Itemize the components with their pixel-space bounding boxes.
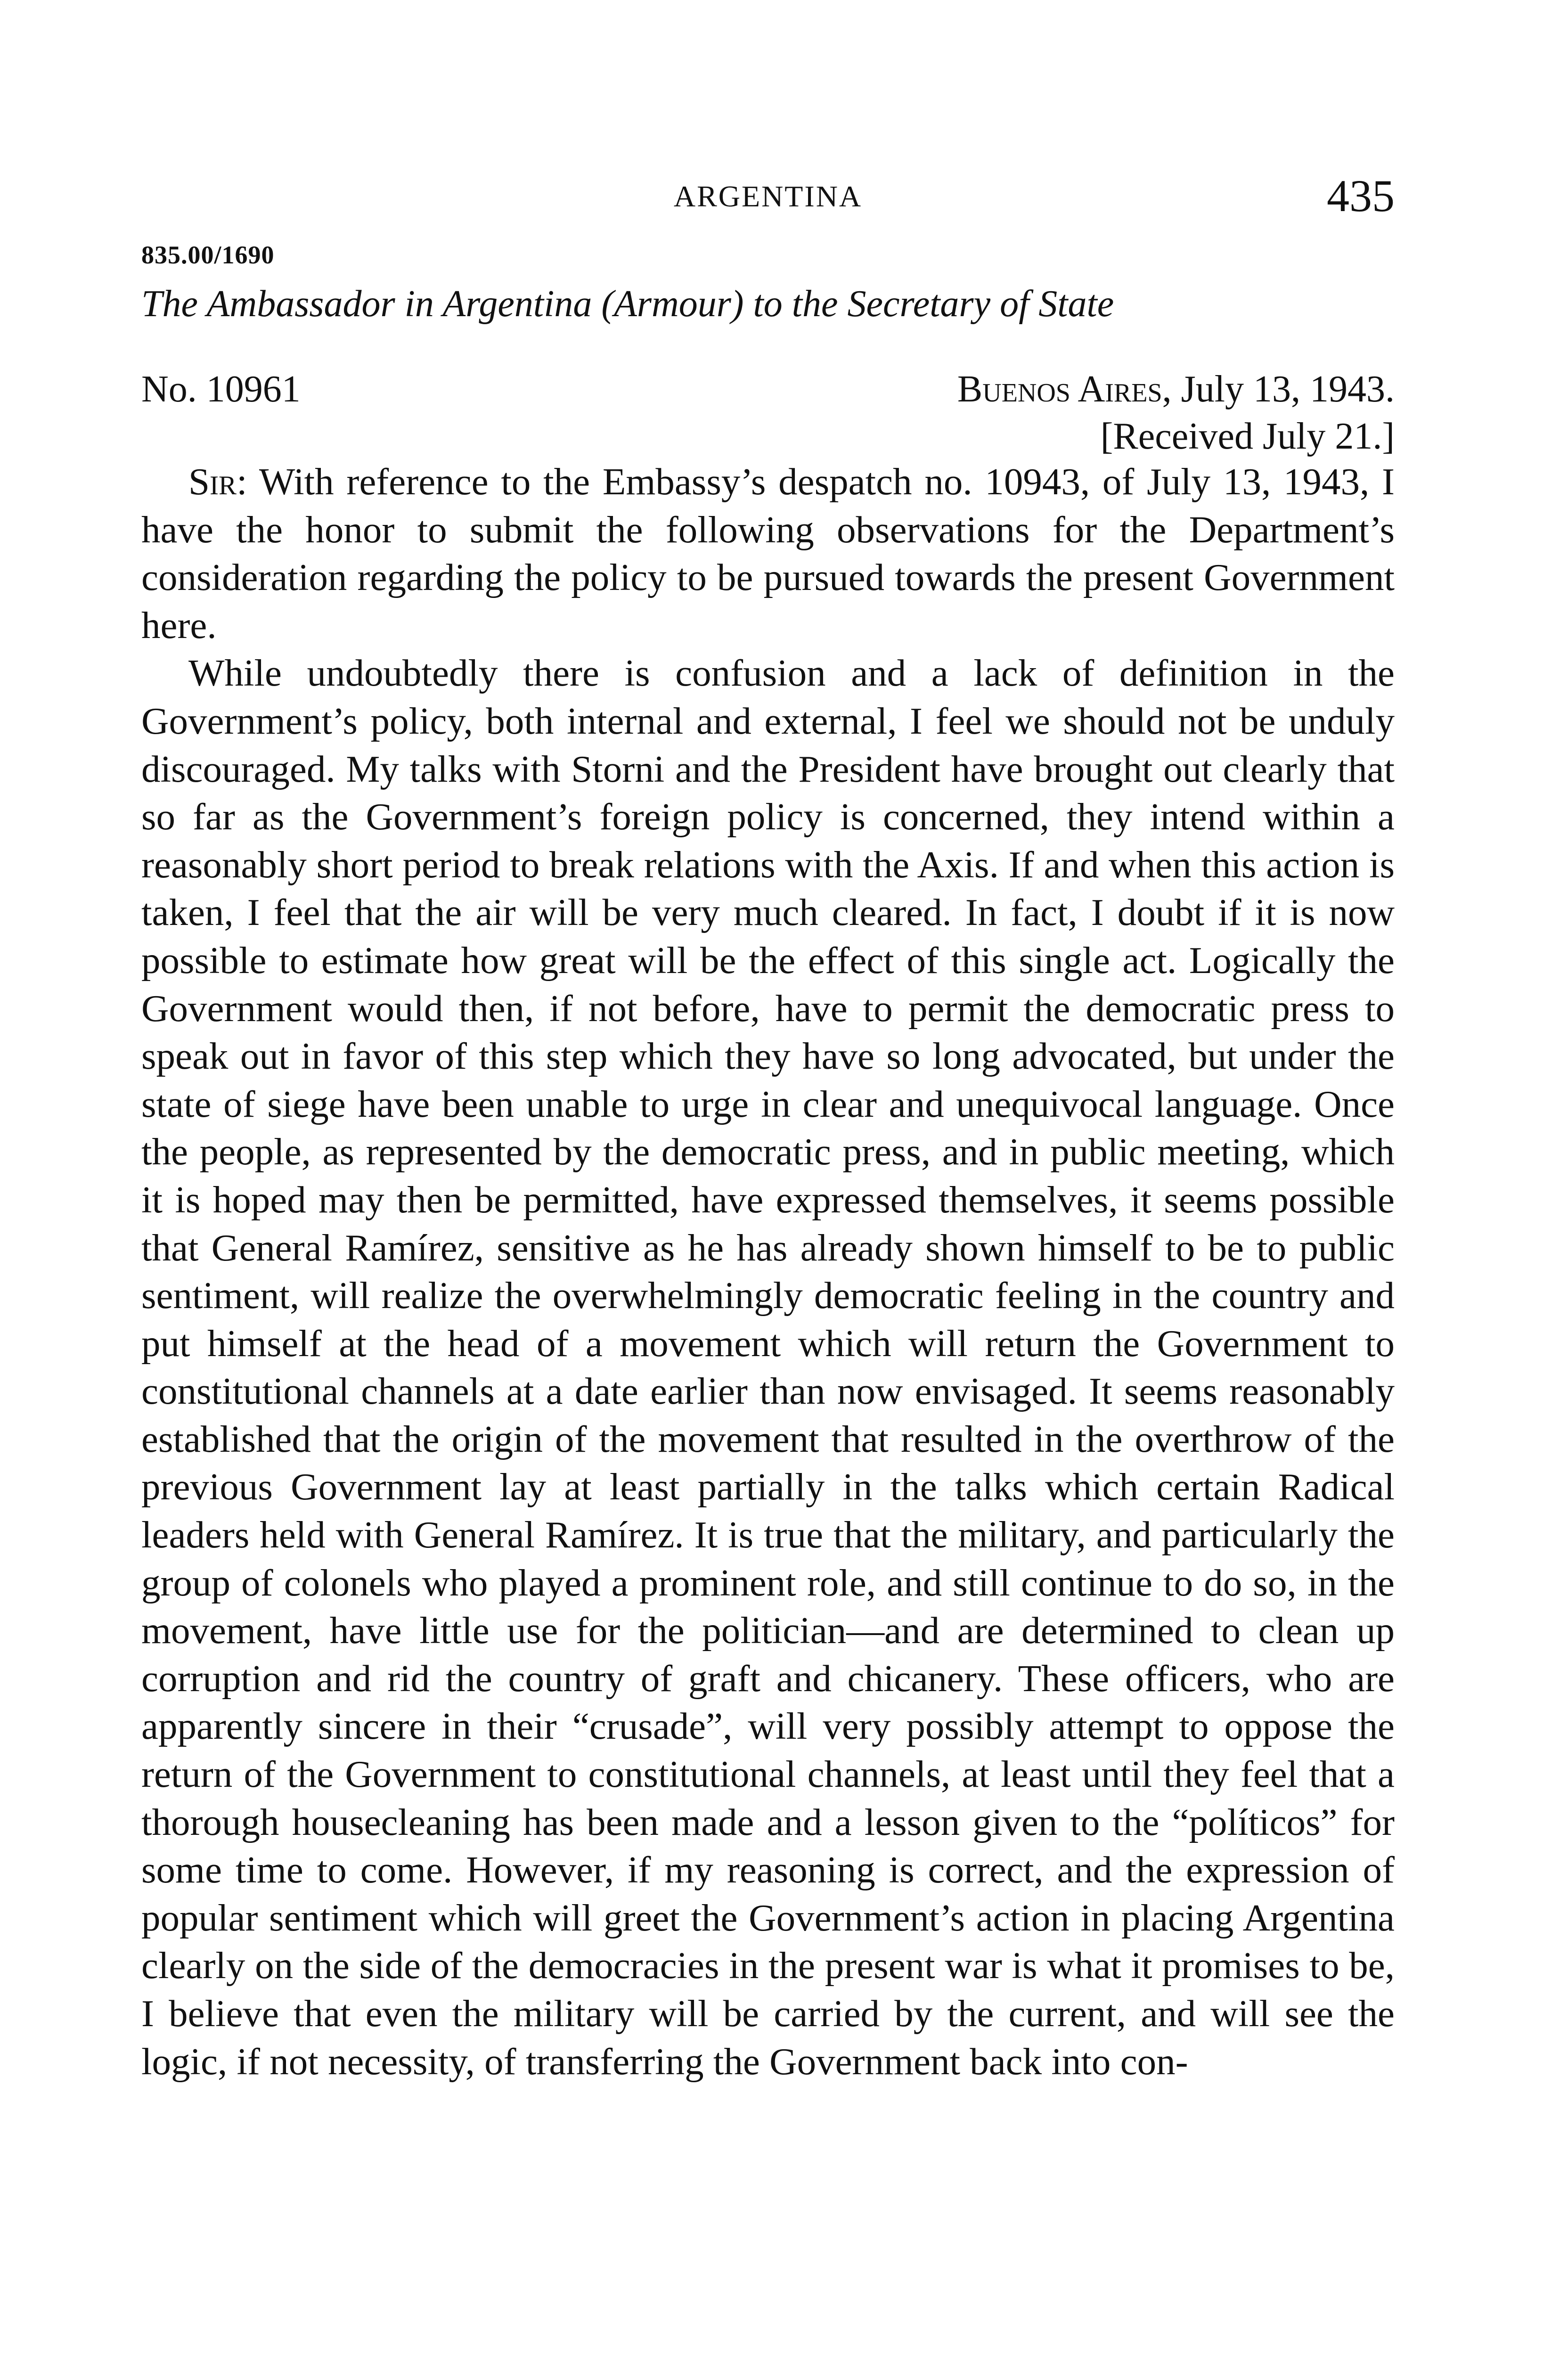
file-number: 835.00/1690 (141, 241, 275, 269)
salutation: Sir (188, 460, 237, 503)
running-header (141, 170, 1395, 226)
paragraph-1-text: : With reference to the Embassy’s despatch no. 10943, of July 13, 1943, I have the honor to submit the following observations for the Department’s consideration regarding the policy to be pursued towards the present Government here. (141, 460, 1395, 646)
document-page (141, 170, 1395, 2086)
despatch-number: No. 10961 (141, 368, 301, 410)
paragraph-2: While undoubtedly there is confusion and a lack of definition in the Government’s policy, both internal and external, I feel we should not be unduly discouraged. My talks with Storni and the President have brought out clearly that so far as the Government’s foreign policy is concerned, they intend within a reasonably short period to break relations with the Axis. If and when this action is taken, I feel that the air will be very much cleared. In fact, I doubt if it is now possible to estimate how great will be the effect of this single act. Logically the Government would then, if not before, have to permit the democratic press to speak out in favor of this step which they have so long advocated, but under the state of siege have been unable to urge in clear and unequivocal language. Once the people, as represented by the democratic press, and in public meeting, which it is hoped may then be permitted, have expressed themselves, it seems possible that General Ramírez, sensitive as he has already shown himself to be to public sentiment, will realize the overwhelmingly democratic feeling in the country and put himself at the head of a movement which will return the Government to constitutional channels at a date earlier than now envisaged. It seems reasonably established that the origin of the movement that resulted in the overthrow of the previous Government lay at least partially in the talks which certain Radical leaders held with General Ramírez. It is true that the military, and particularly the group of colonels who played a prominent role, and still continue to do so, in the movement, have little use for the politician—and are determined to clean up corruption and rid the country of graft and chicanery. These officers, who are apparently sincere in their “crusade”, will very possibly attempt to oppose the return of the Government to constitutional channels, at least until they feel that a thorough housecleaning has been made and a lesson given to the “políticos” for some time to come. However, if my reasoning is correct, and the expression of popular sentiment which will greet the Government’s action in placing Argentina clearly on the side of the democracies in the present war is what it promises to be, I believe that even the military will be carried by the current, and will see the logic, if not necessity, of transferring the Government back into con- (141, 652, 1395, 2083)
dateline-date: , July 13, 1943. (1162, 368, 1395, 410)
dateline (957, 368, 1395, 411)
document-title: The Ambassador in Argentina (Armour) to the Secretary of State (141, 283, 1114, 325)
received-date: [Received July 21.] (1100, 416, 1395, 457)
despatch-header (141, 368, 1395, 415)
paragraph-1 (141, 458, 1395, 649)
page-number: 435 (1327, 171, 1395, 221)
dateline-place: Buenos Aires (957, 368, 1162, 410)
running-title: ARGENTINA (673, 180, 863, 213)
